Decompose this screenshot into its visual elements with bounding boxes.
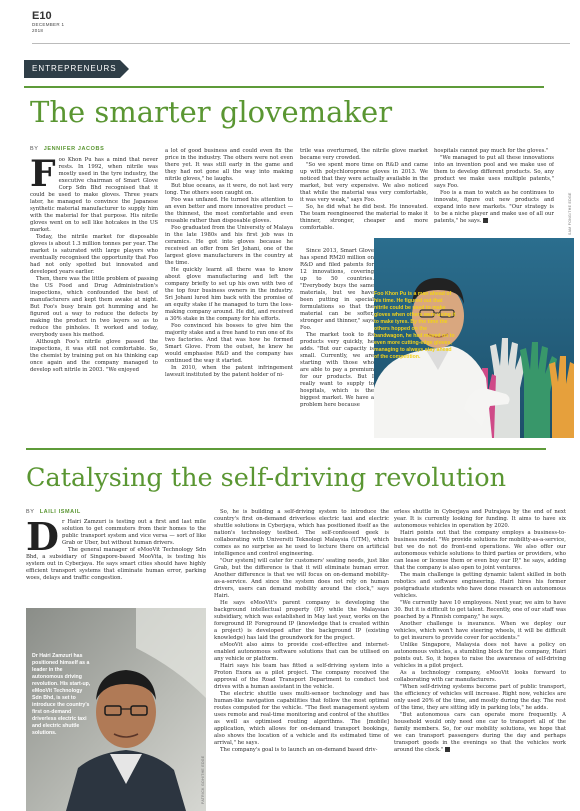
story2-col3-p8: "But autonomous cars can operate more frequently. A household would only need one car to transport all of the family members. So, for our mobility solutions, we hope that we can transport passengers during the day and perhaps transport goods in the evenings so that the vehicles work around the clock." xyxy=(394,712,566,753)
story1-col4-p2: Foo is a man to watch as he continues to innovate, figure out new products and expand into new markets. "Our strategy is to be a niche player and make use of all our patents," he says. xyxy=(434,190,554,224)
story1-col3b xyxy=(300,248,374,446)
story2-col3-p2: The main challenge is getting dynamic talent skilled in both robotics and software engineering. Hairi hires his former postgraduate students who have done research on autonomous vehicles. xyxy=(394,572,566,599)
story2-col2-p5: The electric shuttle uses multi-sensor technology and has human-like navigation capabilities that follow the most optimal routes computed for the vehicle. "The fleet management system uses remote and real-time monitoring and control of the shuttles as well as optimised routing algorithms. The [mobile] application, which allows for on-demand transport bookings, also shows the location of a vehicle and its estimated time of arrival," he says. xyxy=(214,691,389,746)
story2-caption: Dr Hairi Zamzuri has positioned himself as a leader in the autonomous driving revolution. His start-up, eMooVit Technology Sdn Bhd, is set to introduce the country's first on-demand driverless electric taxi and electric shuttle solutions. xyxy=(32,653,91,736)
story2-col2-p1: "Our system] will cater for customers' seating needs, just like Grab, but the difference is that it will eliminate human error. Another difference is that we will focus on on-demand mobility-as-a-service. And since the system does not rely on human drivers, users can demand mobility around the clock," says Hairi. xyxy=(214,558,389,599)
story2-headline: Catalysing the self-driving revolution xyxy=(26,463,507,493)
story1-col2-p5: Foo convinced his bosses to give him the majority stake and a free hand to run one of its two factories. And that was how he formed Smart Glove. From the outset, he knew he would emphasise R&D and the company has continued the way it started. xyxy=(165,323,293,364)
story1-col2-p0: a lot of good business and could even fix the price in the industry. The others were not even there yet. It was still early in the game and they had not gone all the way into making nitrile gloves," he laughs. xyxy=(165,148,293,182)
story1-col4-p1: "We managed to put all these innovations into an invention pool and we make use of them to develop different products. So, any product we make uses multiple patents," says Foo. xyxy=(434,155,554,189)
story1-col3-p0: trile was overturned, the nitrile glove market became very crowded. xyxy=(300,148,428,161)
story2-col3 xyxy=(394,509,566,811)
story2-col2-p2: He says eMooVit's parent company is developing the background intellectual property (IP) while the Malaysian subsidiary, which was established in May last year, works on the foreground IP. Foreground IP (knowledge that is created within a project) is developed after the background IP (existing knowledge) has laid the groundwork for the project. xyxy=(214,600,389,641)
end-mark xyxy=(483,218,488,223)
story1-photo-credit: SAM FONG/THE EDGE xyxy=(568,192,572,235)
page-info xyxy=(32,10,64,34)
story2-col1 xyxy=(26,519,206,601)
story1-col1-p3: Although Foo's nitrile glove passed the inspections, it was still not comfortable. So, the chemist by training put on his thinking cap once again and the company managed to develop soft nitrile in 2003. "We enjoyed xyxy=(30,339,158,373)
story1-col1 xyxy=(30,157,158,442)
story1-col3-p1: "So we spent more time on R&D and came up with polychloroprene gloves in 2013. We noticed that they were actually available in the market, but very expensive. We also noticed that while the material was very comfortable, it was very weak," says Foo. xyxy=(300,162,428,203)
story2-col3-p6: As a technology company, eMooVit looks forward to collaborating with car manufacturers. xyxy=(394,670,566,683)
story2-col3-p7: "When self-driving systems become part of public transport, the efficiency of vehicles will increase. Right now, vehicles are only used 20% of the time, and mostly during the day. The rest of the time, they are sitting idly in parking lots," he adds. xyxy=(394,684,566,711)
story2-col2-p6: The company's goal is to launch an on-demand based driv- xyxy=(220,747,378,753)
story2-col3-p1: Hairi points out that the company employs a business-to-business model. "We provide solutions for mobility-as-a-service, but we do not do front-end operations. We also offer our autonomous vehicle solutions to third parties or providers, who can lease or license them or even buy our IP," he says, adding that the company is also open to joint ventures. xyxy=(394,530,566,571)
story2-col3-p4: Another challenge is insurance. When we deploy our vehicles, which won't have steering wheels, it will be difficult to get insurers to provide cover for accidents." xyxy=(394,621,566,641)
story2-col3-p3: "We currently have 10 employees. Next year, we aim to have 30. But it is difficult to get talent. Recently, one of our staff was poached by a Finnish company," he says. xyxy=(394,600,566,620)
story1-byline-prefix: BY xyxy=(30,146,39,152)
story1-col2-p1: But blue oceans, as it were, do not last very long. The others soon caught on. xyxy=(165,183,293,196)
story2-dropcap: D xyxy=(26,519,59,559)
story1-dropcap: F xyxy=(30,157,56,195)
top-rule xyxy=(32,43,570,44)
story1-caption: Foo Khon Pu is a man ahead of his time. He figured out that nitrile could be used to make gloves when others were using it to make tyres. By the time the others hopped on the bandwagon, he had moved on to even more cutting-edge gloves, managing to always stay ahead of the competition. xyxy=(374,291,456,360)
story1-col4 xyxy=(434,148,554,238)
story1-headline: The smarter glovemaker xyxy=(30,95,393,129)
story1-col2 xyxy=(165,148,293,448)
story2-col1-lead: Dr Hairi Zamzuri is testing out a first and last mile solution to get commuters from their homes to the public transport system and vice versa — sort of like Grab or Uber, but without human drivers. xyxy=(26,519,206,559)
story1-col4-p0: hospitals cannot pay much for the gloves." xyxy=(434,148,549,154)
story1-col3 xyxy=(300,148,428,248)
story1-col1-p1: Today, the nitrile market for disposable gloves is about 1.3 million tonnes per year. The market is saturated with large players who eventually recognised the opportunity that Foo had not only spotted but innovated and developed years earlier. xyxy=(30,234,158,275)
story1-col3-p4: The market took to its products very quickly, he adds. "But our capacity is small. Currently, we are starting with those who are able to pay a premium for our products. But I really want to supply to hospitals, which is the biggest market. We have a problem here because xyxy=(300,332,374,408)
section-tag: ENTREPRENEURS xyxy=(24,60,120,78)
story2-col2 xyxy=(214,509,389,811)
story1-col2-p6: In 2010, when the patent infringement lawsuit instituted by the patent holder of ni- xyxy=(165,365,293,378)
story2-byline-prefix: BY xyxy=(26,509,35,515)
story1-col2-p2: Foo was unfazed. He turned his attention to an even better and more innovative product — the thinnest, the most comfortable and even reusable rather than disposable gloves. xyxy=(165,197,293,224)
story1-col3-p2: So, he did what he did best. He innovated. The team reengineered the material to make it thinner, stronger, cheaper and more comfortable. xyxy=(300,204,428,231)
story2-rule xyxy=(26,448,546,450)
story1-col1-p0: Foo Khon Pu has a mind that never rests. In 1992, when nitrile was mostly used in the tyre industry, the executive chairman of Smart Glove Corp Sdn Bhd recognised that it could be used to make gloves. Three years later, he managed to convince the Japanese synthetic material manufacturer to supply him with the material for that purpose. His nitrile gloves went on to sell like hotcakes in the US market. xyxy=(30,157,158,233)
page-number: E10 xyxy=(32,10,52,22)
story2-col2-p0: So, he is building a self-driving system to introduce the country's first on-demand driverless electric taxi and electric shuttle solutions in Cyberjaya, which has positioned itself as the nation's technology testbed. The self-confessed geek is collaborating with Universiti Teknologi Malaysia (UTM), which comes as no surprise as he used to lecture there on artificial intelligence and control engineering. xyxy=(214,509,389,557)
section-rule xyxy=(24,86,544,88)
end-mark xyxy=(445,747,450,752)
story1-col2-p3: Foo graduated from the University of Malaya in the late 1980s and his first job was in ceramics. He got into gloves because he received an offer from Sri Johani, one of the largest glove manufacturers in the country at the time. xyxy=(165,225,293,266)
story1-col3-p3: Since 2013, Smart Glove has spend RM20 million on R&D and filed patents for 12 innovations, covering up to 50 countries. "Everybody buys the same materials, but we have been putting in special formulations so that the material can be softer, stronger and thinner," says Foo. xyxy=(300,248,374,331)
story1-byline xyxy=(30,146,104,152)
story2-col1-p0: The general manager of eMooVit Technology Sdn Bhd, a subsidiary of Singapore-based MooVita, is testing his system out in Cyberjaya. He says smart cities should have highly efficient transport systems that eliminate human error, parking woes, delays and traffic congestion. xyxy=(26,547,206,581)
story2-col2-p3: eMooVit also aims to provide cost-effective and internet-enabled autonomous software solutions that can be utilised on any vehicle or platform. xyxy=(214,642,389,662)
story1-col1-p2: Then, there was the little problem of passing the US Food and Drug Administration's inspections, which confounded the best of manufacturers and kept them awake at night. But Foo's busy brain got humming and he figured out a way to reduce the defects by making the product in two layers so as to reduce the pinholes. It worked and today, everybody uses his method. xyxy=(30,276,158,338)
story1-byline-name: JENNIFER JACOBS xyxy=(43,146,105,152)
story1-col2-p4: He quickly learnt all there was to know about glove manufacturing and left the company briefly to set up his own with two of the top four business owners in the industry. Sri Johani lured him back with the promise of an equity stake if he managed to turn the loss-making company around. He did, and received a 30% stake in the company for his efforts. xyxy=(165,267,293,322)
story2-byline-name: LAILI ISMAIL xyxy=(39,509,81,515)
story2-col3-p0: erless shuttle in Cyberjaya and Putrajaya by the end of next year. It is currently looking for funding. It aims to have six autonomous vehicles in operation by 2020. xyxy=(394,509,566,529)
page-date: DECEMBER 1 2018 xyxy=(32,22,65,33)
story2-byline xyxy=(26,509,81,515)
story2-photo-credit: PATRICK GOH/THE EDGE xyxy=(201,755,205,804)
story2-col3-p5: Unlike Singapore, Malaysia does not have a policy on autonomous vehicles, a stumbling block for the company, Hairi points out. So, it hopes to raise the awareness of self-driving vehicles in a pilot project. xyxy=(394,642,566,669)
story2-col2-p4: Hairi says his team has fitted a self-driving system into a Proton Exora as a pilot project. The company received the approval of the Road Transport Department to conduct test drives with a human assistant in the vehicle. xyxy=(214,663,389,690)
